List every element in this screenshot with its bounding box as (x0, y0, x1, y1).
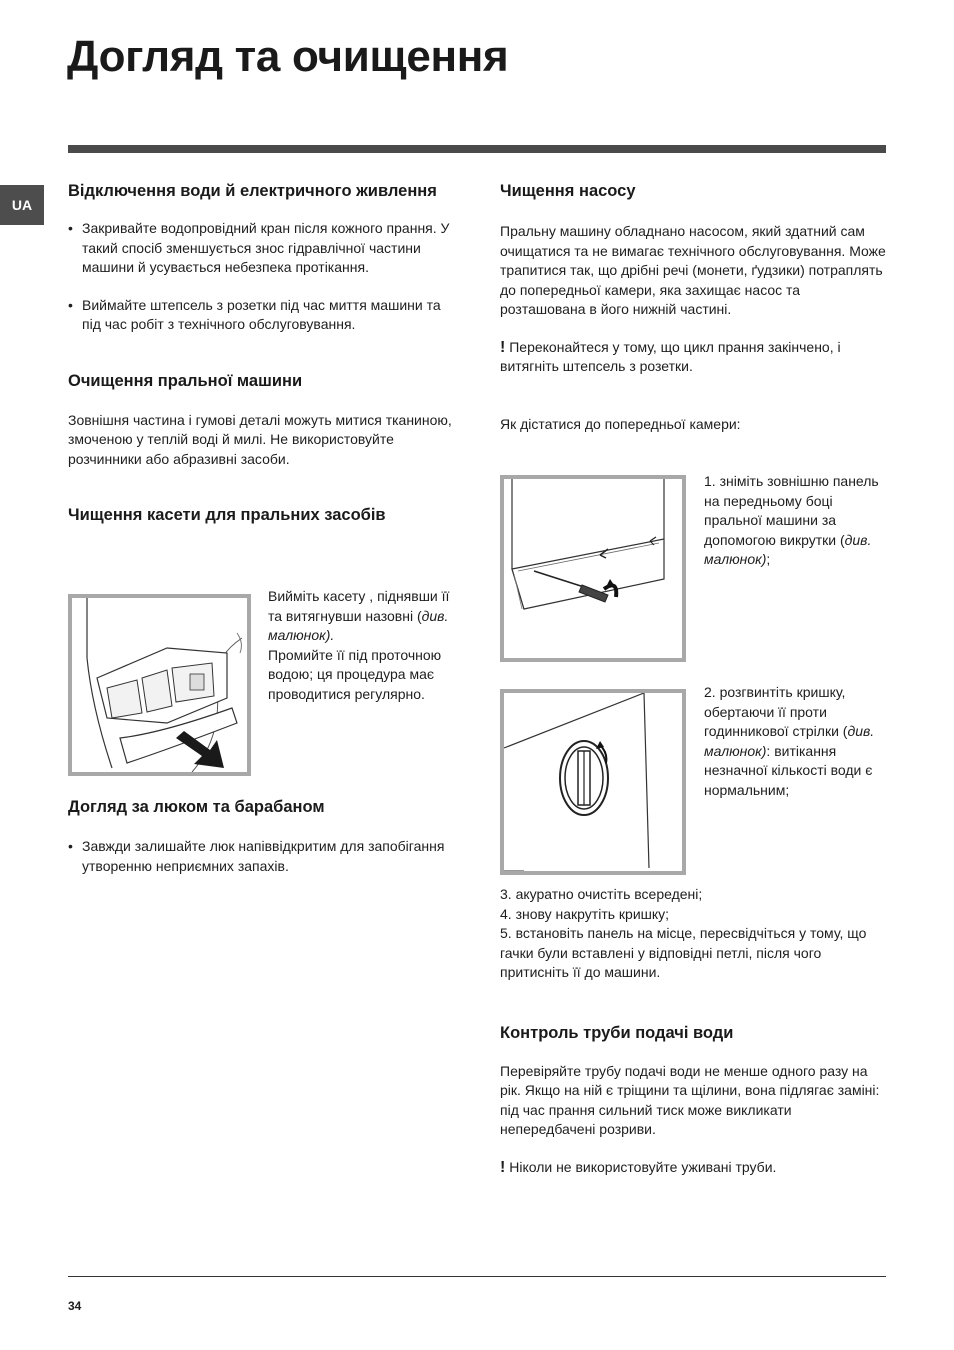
pump-cap-drawing (504, 693, 682, 871)
section-heading-pump-cleaning: Чищення насосу (500, 182, 636, 200)
door-drum-list (68, 837, 460, 876)
step2-text-ref: див. малюнок) (704, 723, 875, 759)
section-heading-dispenser-cleaning: Чищення касети для пральних засобів (68, 506, 386, 524)
header-divider (68, 145, 886, 153)
step3-text: 3. акуратно очистіть всередені; (500, 886, 703, 902)
step2-text (704, 683, 894, 800)
step5-text: 5. встановіть панель на місце, пересвідчіться у тому, що гачки були вставлені у відповідні петлі, після чого притисніть її до машини. (500, 925, 867, 980)
section-heading-water-power: Відключення води й електричного живлення (68, 182, 437, 200)
list-item: • Завжди залишайте люк напіввідкритим для запобігання утворенню неприємних запахів. (68, 837, 460, 876)
inlet-hose-warning-text: Ніколи не використовуйте уживані труби. (505, 1158, 777, 1175)
inlet-hose-warning (500, 1158, 890, 1178)
dispenser-cleaning-text (268, 587, 458, 704)
how-to-access-text: Як дістатися до попередньої камери: (500, 415, 741, 432)
dispenser-text-b: Промийте її під проточною водою; ця процедура має проводитися регулярно. (268, 646, 442, 702)
right-column-bottom (500, 885, 890, 1177)
inlet-hose-text: Перевіряйте трубу подачі води не менше одного разу на рік. Якщо на ній є тріщини та щілини, вона підлягає заміні: під час прання сильний тиск може викликати непередбачені розриви. (500, 1062, 880, 1137)
left-column (68, 181, 460, 525)
machine-cleaning-text: Зовнішня частина і гумові деталі можуть митися тканиною, змоченою у теплій воді й милі. Не використовуйте розчинники або абразивні засоби. (68, 411, 452, 467)
step4-text: 4. знову накрутіть кришку; (500, 905, 670, 922)
panel-removal-drawing (504, 479, 682, 658)
pump-warning-text: Переконайтеся у тому, що цикл прання закінчено, і витягніть штепсель з розетки. (500, 338, 841, 374)
warning-icon: ! (500, 338, 506, 356)
step1-text-a: 1. зніміть зовнішню панель на передньому боці пральної машини за допомогою викрутки ( (704, 473, 879, 548)
warning-icon: ! (500, 1158, 506, 1176)
section-heading-door-drum: Догляд за люком та барабаном (68, 798, 325, 816)
step1-text (704, 472, 890, 570)
step2-text-b: : витікання незначної кількості води є нормальним; (704, 742, 873, 798)
page-number: 34 (68, 1299, 82, 1313)
right-column (500, 181, 888, 434)
list-item: • Закривайте водопровідний кран після кожного прання. У такий спосіб зменшується знос гідравлічної частини машини й усувається небезпека протікання. (68, 219, 460, 278)
language-tab: UA (0, 185, 44, 225)
pump-cleaning-text: Пральну машину обладнано насосом, який здатний сам очищатися та не вимагає технічного обслуговування. Може трапитися так, що дрібні речі (монети, ґудзики) потраплять до попередньої камери, яка захищає насос та розташована в його нижній частині. (500, 223, 886, 317)
dispenser-drawer-drawing (72, 598, 247, 772)
section-heading-inlet-hose: Контроль труби подачі води (500, 1023, 734, 1042)
step1-text-b: ; (766, 551, 771, 567)
section-heading-machine-cleaning: Очищення пральної машини (68, 371, 303, 390)
left-column-bottom (68, 797, 460, 876)
dispenser-text-ref: див. малюнок). (268, 607, 449, 643)
panel-removal-illustration (500, 475, 686, 662)
water-power-list (68, 219, 460, 335)
pump-cap-illustration (500, 689, 686, 875)
list-item: • Виймайте штепсель з розетки під час миття машини та під час робіт з технічного обслуговування. (68, 296, 460, 335)
dispenser-text-a: Вийміть касету , піднявши її та витягнувши назовні ( (268, 588, 450, 624)
footer-divider (68, 1276, 886, 1277)
step2-text-a: 2. розгвинтіть кришку, обертаючи її проти годинникової стрілки ( (704, 684, 848, 739)
step1-text-ref: див. малюнок) (704, 531, 872, 567)
dispenser-drawer-illustration (68, 594, 251, 776)
pump-warning (500, 338, 888, 377)
page-title: Догляд та очищення (67, 32, 509, 81)
